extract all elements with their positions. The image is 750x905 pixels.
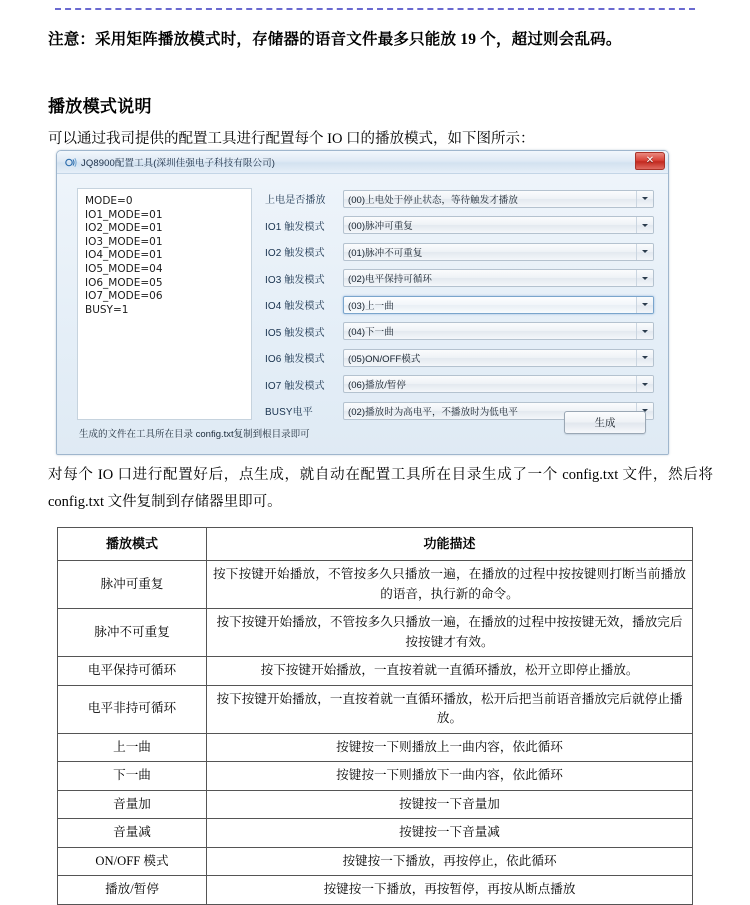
label-io5-mode: IO5 触发模式 xyxy=(265,327,325,339)
table-row xyxy=(58,790,693,819)
chevron-down-icon[interactable] xyxy=(636,244,653,260)
cell-mode: 下一曲 xyxy=(58,762,207,791)
select-value: (00)上电处于停止状态，等待触发才播放 xyxy=(348,194,518,206)
table-body xyxy=(58,561,693,905)
label-io6-mode: IO6 触发模式 xyxy=(265,354,325,365)
chevron-down-icon[interactable] xyxy=(636,297,653,313)
label-io2-mode: IO2 触发模式 xyxy=(265,248,325,259)
top-dashed-rule xyxy=(55,8,695,10)
cell-description: 按键按一下播放，再按暂停，再按从断点播放 xyxy=(207,876,693,905)
label-busy-level: BUSY电平 xyxy=(265,407,313,418)
config-line: IO3_MODE=01 xyxy=(85,235,163,248)
form-row-io6-mode xyxy=(264,345,654,370)
select-value: (05)ON/OFF模式 xyxy=(348,353,421,365)
table-header-row xyxy=(58,528,693,561)
config-line: MODE=0 xyxy=(85,195,133,207)
app-logo-icon xyxy=(64,156,77,169)
cell-mode: ON/OFF 模式 xyxy=(58,847,207,876)
play-mode-table xyxy=(57,527,693,905)
table-row xyxy=(58,876,693,905)
cell-mode: 音量加 xyxy=(58,790,207,819)
generate-button[interactable]: 生成 xyxy=(564,411,646,434)
label-power-on-play: 上电是否播放 xyxy=(265,195,326,206)
config-line: IO6_MODE=05 xyxy=(85,276,163,289)
window-body xyxy=(57,174,668,455)
status-hint-text: 生成的文件在工具所在目录 config.txt复制到根目录即可 xyxy=(79,429,310,440)
window-title: JQ8900配置工具(深圳佳强电子科技有限公司) xyxy=(81,158,276,169)
chevron-down-icon[interactable] xyxy=(636,350,653,366)
cell-mode: 电平保持可循环 xyxy=(58,657,207,686)
select-io1-mode[interactable] xyxy=(343,216,654,234)
cell-description: 按键按一下音量减 xyxy=(207,819,693,848)
cell-description: 按下按键开始播放，一直按着就一直循环播放，松开后把当前语音播放完后就停止播放。 xyxy=(207,685,693,733)
select-value: (01)脉冲不可重复 xyxy=(348,247,423,259)
select-value: (03)上一曲 xyxy=(348,300,394,312)
cell-description: 按下按键开始播放，一直按着就一直循环播放，松开立即停止播放。 xyxy=(207,657,693,686)
chevron-down-icon[interactable] xyxy=(636,270,653,286)
column-header-mode: 播放模式 xyxy=(58,528,207,561)
window-controls xyxy=(635,152,665,170)
cell-mode: 播放/暂停 xyxy=(58,876,207,905)
page-title: 播放模式说明 xyxy=(48,97,152,116)
table-row xyxy=(58,609,693,657)
config-line: IO5_MODE=04 xyxy=(85,262,163,275)
table-row xyxy=(58,561,693,609)
cell-mode: 电平非持可循环 xyxy=(58,685,207,733)
select-value: (04)下一曲 xyxy=(348,327,394,338)
cell-mode: 上一曲 xyxy=(58,733,207,762)
config-line: IO1_MODE=01 xyxy=(85,208,163,221)
cell-mode: 音量减 xyxy=(58,819,207,848)
label-io4-mode: IO4 触发模式 xyxy=(265,301,325,312)
after-paragraph: 对每个 IO 口进行配置好后，点生成，就自动在配置工具所在目录生成了一个 config.txt 文件，然后将 config.txt 文件复制到存储器里即可。 xyxy=(48,467,713,510)
notice-paragraph: 注意：采用矩阵播放模式时，存储器的语音文件最多只能放 19 个，超过则会乱码。 xyxy=(48,31,622,48)
cell-mode: 脉冲不可重复 xyxy=(58,609,207,657)
select-value: (02)电平保持可循环 xyxy=(348,274,432,285)
chevron-down-icon[interactable] xyxy=(636,376,653,392)
cell-description: 按下按键开始播放，不管按多久只播放一遍，在播放的过程中按按键无效，播放完后按按键才有效。 xyxy=(207,609,693,657)
cell-description: 按键按一下播放，再按停止，依此循环 xyxy=(207,847,693,876)
column-header-description: 功能描述 xyxy=(207,528,693,561)
label-io1-mode: IO1 触发模式 xyxy=(265,221,325,233)
form-row-power-on-play xyxy=(264,186,654,211)
select-value: (00)脉冲可重复 xyxy=(348,221,413,232)
table-row xyxy=(58,657,693,686)
form-row-io4-mode xyxy=(264,292,654,317)
select-value: (02)播放时为高电平，不播放时为低电平 xyxy=(348,406,518,418)
cell-description: 按键按一下则播放上一曲内容，依此循环 xyxy=(207,733,693,762)
config-tool-window xyxy=(56,150,669,455)
chevron-down-icon[interactable] xyxy=(636,323,653,339)
table-row xyxy=(58,733,693,762)
window-titlebar xyxy=(57,151,668,174)
close-icon[interactable]: ✕ xyxy=(635,152,665,170)
form-row-io1-mode xyxy=(264,213,654,238)
form-row-io3-mode xyxy=(264,266,654,291)
cell-mode: 脉冲可重复 xyxy=(58,561,207,609)
table-row xyxy=(58,762,693,791)
config-line: BUSY=1 xyxy=(85,303,129,316)
cell-description: 按键按一下则播放下一曲内容，依此循环 xyxy=(207,762,693,791)
label-io7-mode: IO7 触发模式 xyxy=(265,380,325,392)
config-line: IO7_MODE=06 xyxy=(85,290,163,303)
table-row xyxy=(58,685,693,733)
form-row-io7-mode xyxy=(264,372,654,397)
select-io3-mode[interactable] xyxy=(343,269,654,287)
settings-form xyxy=(264,186,654,425)
form-row-io5-mode xyxy=(264,319,654,344)
config-preview-textarea[interactable] xyxy=(77,188,252,420)
intro-paragraph: 可以通过我司提供的配置工具进行配置每个 IO 口的播放模式，如下图所示： xyxy=(48,131,535,147)
config-line: IO2_MODE=01 xyxy=(85,222,163,235)
config-line: IO4_MODE=01 xyxy=(85,249,163,262)
select-io6-mode[interactable] xyxy=(343,349,654,367)
table-row xyxy=(58,847,693,876)
select-power-on-play[interactable] xyxy=(343,190,654,208)
chevron-down-icon[interactable] xyxy=(636,217,653,233)
form-row-io2-mode xyxy=(264,239,654,264)
cell-description: 按下按键开始播放，不管按多久只播放一遍，在播放的过程中按按键则打断当前播放的语音，执行新的命令。 xyxy=(207,561,693,609)
select-io5-mode[interactable] xyxy=(343,322,654,340)
select-value: (06)播放/暂停 xyxy=(348,380,406,391)
table-row xyxy=(58,819,693,848)
cell-description: 按键按一下音量加 xyxy=(207,790,693,819)
select-io2-mode[interactable] xyxy=(343,243,654,261)
chevron-down-icon[interactable] xyxy=(636,191,653,207)
select-io4-mode[interactable] xyxy=(343,296,654,314)
label-io3-mode: IO3 触发模式 xyxy=(265,274,325,286)
select-io7-mode[interactable] xyxy=(343,375,654,393)
